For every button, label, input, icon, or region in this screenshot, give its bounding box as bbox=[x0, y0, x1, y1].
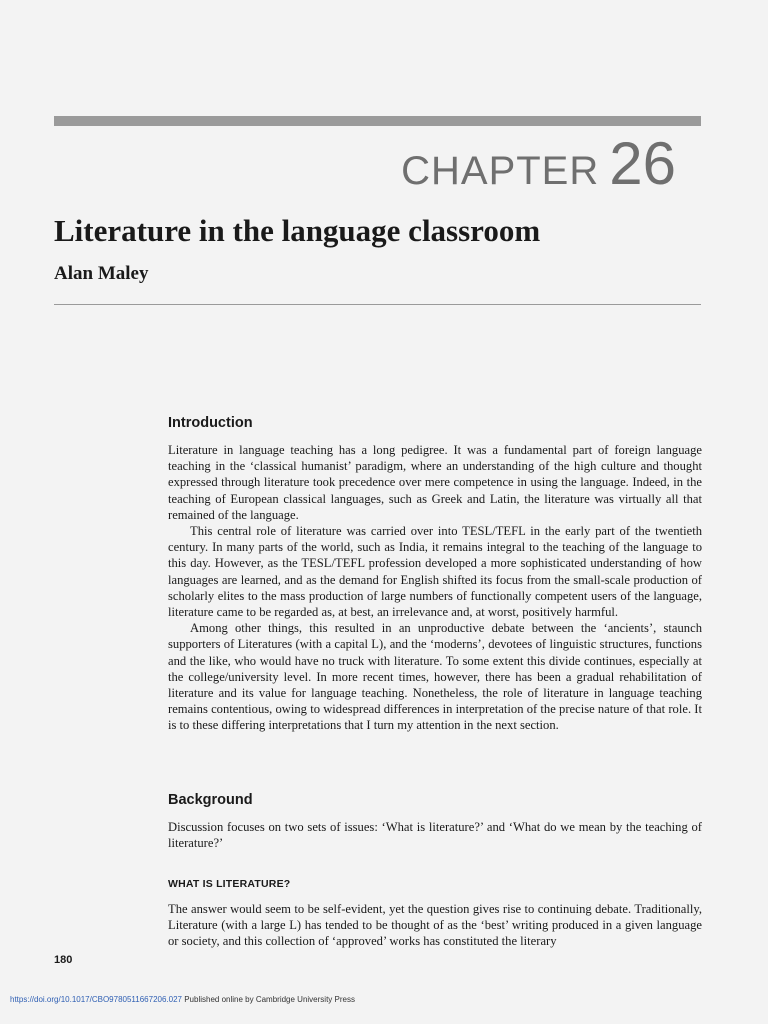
what-is-literature-paragraph: The answer would seem to be self-evident, yet the question gives rise to continuing debate. Traditionally, Literature (with a large L) has tended to be thought of as the ‘best’ writing produced in a given language or society, and this collection of ‘approved’ works has constituted the literary bbox=[168, 902, 702, 949]
introduction-heading: Introduction bbox=[168, 415, 253, 431]
introduction-body bbox=[168, 442, 702, 734]
what-is-literature-heading: WHAT IS LITERATURE? bbox=[168, 878, 291, 890]
intro-paragraph-1: Literature in language teaching has a long pedigree. It was a fundamental part of foreign language teaching in the ‘classical humanist’ paradigm, where an understanding of the high culture and thought expressed through literature took precedence over mere competence in using the language. Indeed, in the teaching of European classical languages, such as Greek and Latin, the literature was virtually all that remained of the language. bbox=[168, 443, 702, 522]
doi-link[interactable]: https://doi.org/10.1017/CBO9780511667206.027 bbox=[10, 995, 182, 1004]
chapter-title: Literature in the language classroom bbox=[54, 213, 541, 248]
footer bbox=[10, 995, 355, 1004]
background-heading: Background bbox=[168, 792, 253, 808]
author-name: Alan Maley bbox=[54, 263, 149, 284]
chapter-number: 26 bbox=[609, 130, 676, 197]
title-rule bbox=[54, 304, 701, 305]
chapter-top-bar bbox=[54, 116, 701, 126]
intro-paragraph-2: This central role of literature was carried over into TESL/TEFL in the early part of the twentieth century. In many parts of the world, such as India, it remains integral to the teaching of the language to this day. However, as the TESL/TEFL profession developed a more sophisticated understanding of how languages are learned, and as the demand for English shifted its focus from the small-scale production of scholarly elites to the mass production of large numbers of functionally competent users of the language, literature came to be regarded as, at best, an irrelevance and, at worst, positively harmful. bbox=[168, 524, 702, 620]
page-number: 180 bbox=[54, 954, 73, 966]
chapter-label bbox=[401, 130, 676, 197]
publisher-note: Published online by Cambridge University Press bbox=[182, 995, 355, 1004]
intro-paragraph-3: Among other things, this resulted in an unproductive debate between the ‘ancients’, staunch supporters of Literatures (with a capital L), and the ‘moderns’, devotees of linguistic structures, functions and the like, who would have no truck with literature. To some extent this divide continues, especially at the college/university level. In more recent times, however, there has been a gradual rehabilitation of literature and its value for language teaching. Nonetheless, the role of literature in language teaching remains contentious, owing to widespread differences in interpretation of the precise nature of that role. It is to these differing interpretations that I turn my attention in the next section. bbox=[168, 621, 702, 733]
background-body bbox=[168, 819, 702, 851]
background-paragraph: Discussion focuses on two sets of issues: ‘What is literature?’ and ‘What do we mean by the teaching of literature?’ bbox=[168, 820, 702, 851]
chapter-word: CHAPTER bbox=[401, 149, 600, 193]
what-is-literature-body bbox=[168, 901, 702, 950]
